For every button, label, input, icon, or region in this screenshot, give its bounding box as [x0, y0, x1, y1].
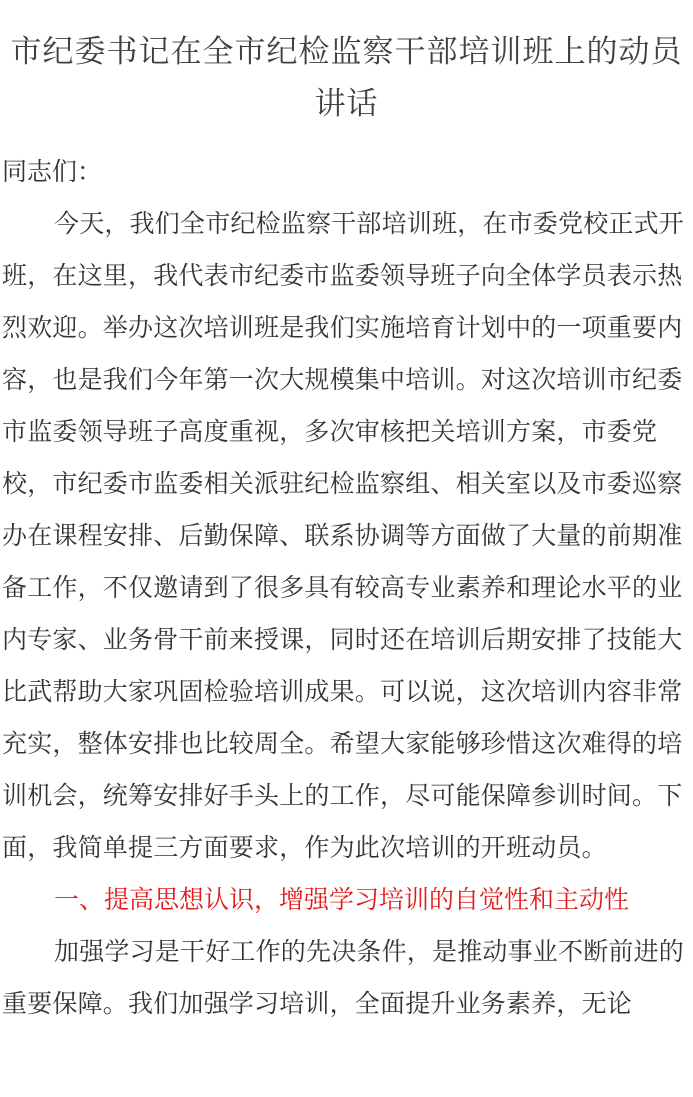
- section-heading-1: 一、提高思想认识，增强学习培训的自觉性和主动性: [54, 885, 630, 914]
- document-title: 市纪委书记在全市纪检监察干部培训班上的动员讲话: [10, 34, 683, 122]
- paragraph-intro: 今天，我们全市纪检监察干部培训班，在市委党校正式开班，在这里，我代表市纪委市监委领导班子向全体学员表示热烈欢迎。举办这次培训班是我们实施培育计划中的一项重要内容，也是我们今年第一次大规模集中培训。对这次培训市纪委市监委领导班子高度重视，多次审核把关培训方案，市委党校，市纪委市监委相关派驻纪检监察组、相关室以及市委巡察办在课程安排、后勤保障、联系协调等方面做了大量的前期准备工作，不仅邀请到了很多具有较高专业素养和理论水平的业内专家、业务骨干前来授课，同时还在培训后期安排了技能大比武帮助大家巩固检验培训成果。可以说，这次培训内容非常充实，整体安排也比较周全。希望大家能够珍惜这次难得的培训机会，统筹安排好手头上的工作，尽可能保障参训时间。下面，我简单提三方面要求，作为此次培训的开班动员。: [2, 209, 685, 862]
- document-body: [0, 130, 693, 1030]
- paragraph-section-1: 加强学习是干好工作的先决条件，是推动事业不断前进的重要保障。我们加强学习培训，全面提升业务素养，无论: [2, 937, 685, 1018]
- salutation: 同志们：: [2, 157, 103, 186]
